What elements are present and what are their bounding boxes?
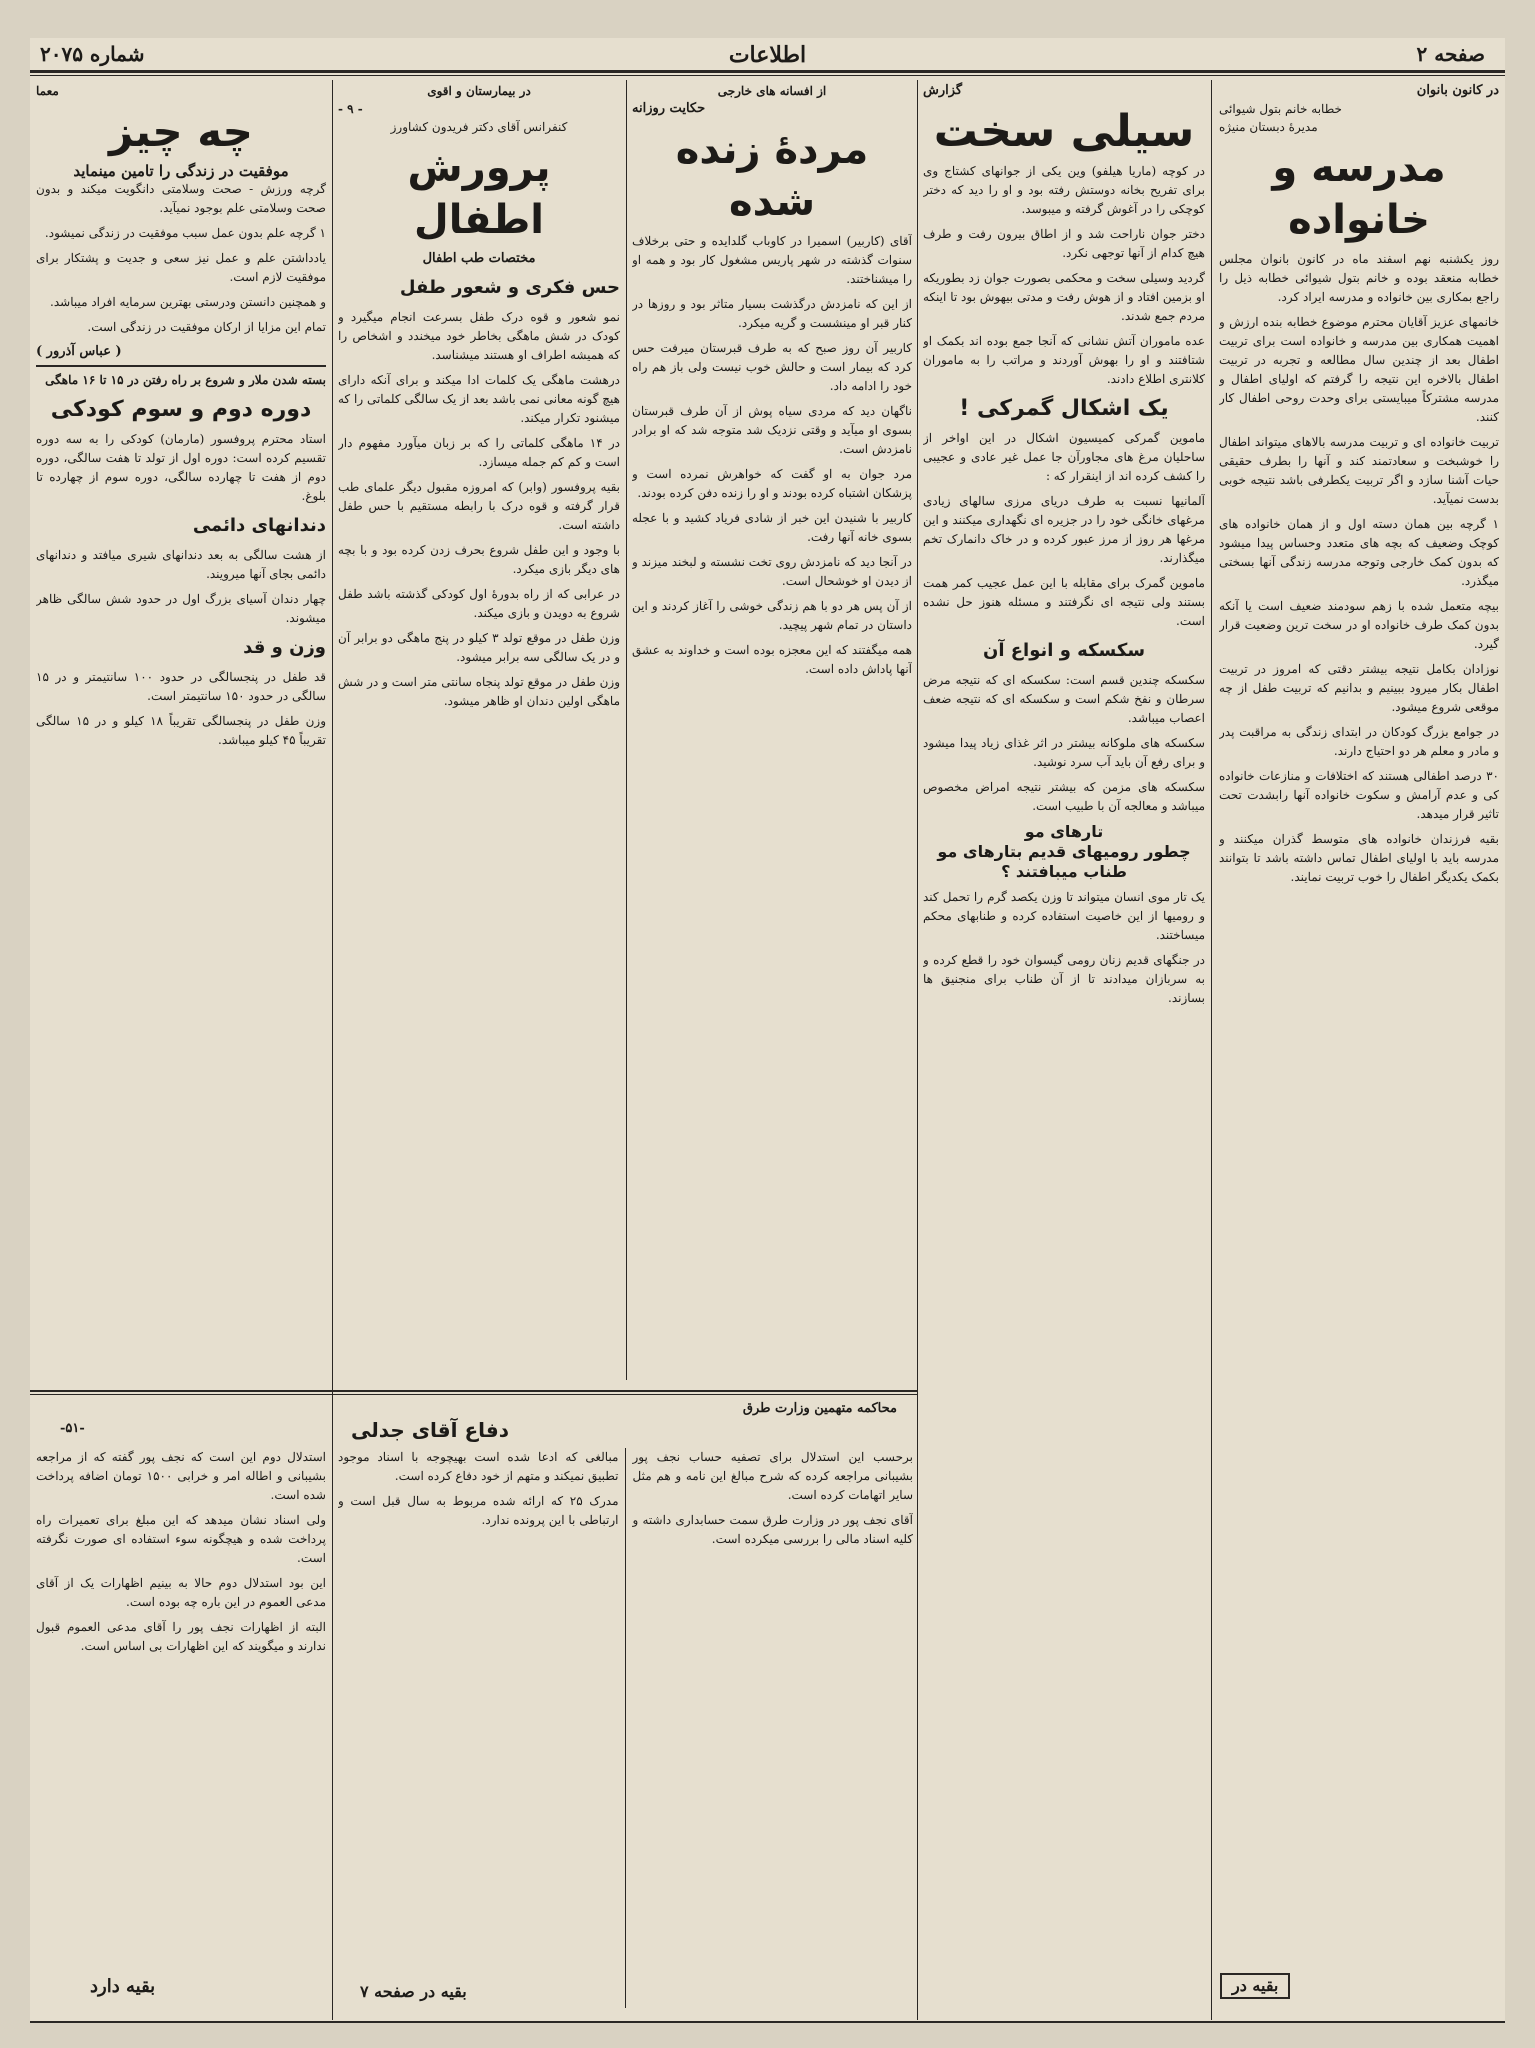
article-title: سیلی سخت bbox=[933, 106, 1195, 157]
article-paragraph: خانمهای عزیز آقایان محترم موضوع خطابه بنده ارزش و اهمیت همکاری بین مدرسه و خانواده است برای تربیت اطفال بعد از چندین سال مطالعه و تجربه در تربیت اطفال بالاخره این نتیجه را گرفتم که اولیای اطفال و مدرسه مشترکاً میبایستی برای وحدت روحی اطفال کار کنند. bbox=[1219, 315, 1499, 424]
article-paragraph: در عرابی که از راه بدورهٔ اول کودکی گذشته باشد طفل شروع به دویدن و بازی میکند. bbox=[338, 587, 620, 620]
article-title: مدرسه و خانواده bbox=[1272, 145, 1446, 243]
continued-label: بقیه در bbox=[1220, 1973, 1290, 1999]
column-hard-slap bbox=[923, 82, 1205, 2017]
article-subtitle: مختصات طب اطفال bbox=[422, 251, 536, 266]
article-paragraph: ناگهان دید که مردی سیاه پوش از آن طرف قبرستان بسوی او میآید و وقتی نزدیک شد متوجه شد که او برادر نامزدش است. bbox=[632, 404, 912, 456]
article-paragraph: عده ماموران آتش نشانی که آنجا جمع بوده اند بکمک او شتافتند و او را بهوش آوردند و مراتب را به ماموران کلانتری اطلاع دادند. bbox=[923, 334, 1205, 386]
footer-rule bbox=[30, 2021, 1505, 2023]
article-paragraph: دختر جوان ناراحت شد و از اطاق بیرون رفت و طرف هیچ کدام از آنها توجهی نکرد. bbox=[923, 227, 1205, 260]
page-number: - ۹ - bbox=[338, 102, 363, 116]
article-paragraph: بقیه پروفسور (وابر) که امروزه مقبول دیگر علمای طب قرار گرفته و قوه درک با رابطه مستقیم با حس طفل داشته است. bbox=[338, 480, 620, 532]
bottom-section-rule bbox=[30, 1390, 917, 1392]
article-title: دفاع آقای جدلی bbox=[351, 1418, 509, 1442]
article-paragraph: کاربیر آن روز صبح که به طرف قبرستان میرفت حس کرد که بیمار است و حالش خوب نیست ولی باز هم راه خود را ادامه داد. bbox=[632, 341, 912, 393]
article-paragraph: مرد جوان به او گفت که خواهرش نمرده است و پزشکان اشتباه کرده بودند و او را زنده دفن کرده بودند. bbox=[632, 467, 912, 500]
article-paragraph: گرچه ورزش - صحت وسلامتی دانگویت میکند و بدون صحت وسلامتی علم بوجود نمیآید. bbox=[36, 182, 326, 215]
page-label: صفحه ۲ bbox=[1416, 42, 1485, 66]
continued-label: بقیه دارد bbox=[90, 1976, 156, 1997]
column-what-thing bbox=[36, 82, 326, 1382]
article-paragraph: درهشت ماهگی یک کلمات ادا میکند و برای آنکه دارای هیچ گونه معانی نمی باشد بعد از یک سالگی کلماتی را که میشنود تکرار میکند. bbox=[338, 373, 620, 425]
article-paragraph: با وجود و این طفل شروع بحرف زدن کرده بود و با بچه های دیگر بازی میکرد. bbox=[338, 543, 620, 576]
article-paragraph: در جنگهای قدیم زنان رومی گیسوان خود را قطع کرده و به سربازان میدادند تا از آن طناب برای منجنیق ها بسازند. bbox=[923, 953, 1205, 1005]
article-paragraph: سکسکه های ملوکانه بیشتر در اثر غذای زیاد پیدا میشود و برای رفع آن باید آب سرد نوشید. bbox=[923, 736, 1205, 769]
article-paragraph: در ۱۴ ماهگی کلماتی را که بر زبان میآورد مفهوم دار است و کم کم جمله میسازد. bbox=[338, 436, 620, 469]
divider bbox=[36, 365, 326, 367]
subheading-teeth: دندانهای دائمی bbox=[192, 515, 326, 536]
article-paragraph: ماموین گمرکی کمیسیون اشکال در این اواخر از ساحلیان مرغ های مجاورآن جا عمل غیر عادی و عجیبی را کشف کرده اند از اینقرار که : bbox=[923, 431, 1205, 483]
column-rule bbox=[626, 80, 627, 1380]
article-paragraph: از این که نامزدش درگذشت بسیار متاثر بود و روزها در کنار قبر او مینشست و گریه میکرد. bbox=[632, 297, 912, 330]
article-paragraph: برحسب این استدلال برای تصفیه حساب نجف پور بشیبانی مراجعه کرده که شرح مبالغ این نامه و هم مثل سایر اتهامات کرده است. bbox=[632, 1450, 913, 1502]
section-label: در کانون بانوان bbox=[1416, 83, 1499, 98]
article-paragraph: ۱ گرچه علم بدون عمل سبب موفقیت در زندگی نمیشود. bbox=[44, 226, 326, 240]
article-paragraph: استاد محترم پروفسور (مارمان) کودکی را به سه دوره تقسیم کرده است: دوره اول از تولد تا هفت سالگی، دوره دوم از هفت تا چهارده سالگی، دوره سوم از چهارده تا بلوغ. bbox=[36, 432, 326, 503]
article-paragraph: تربیت خانواده ای و تربیت مدرسه بالاهای میتواند اطفال را خوشبخت و سعادتمند کند و آنها را بطرف حقیقی حیات آشنا سازد و اگر تربیت یکطرفی باشد نتیجه خوبی بدست نمیآید. bbox=[1219, 435, 1499, 506]
article-paragraph: یادداشتن علم و عمل نیز سعی و جدیت و پشتکار برای موفقیت لازم است. bbox=[36, 251, 326, 284]
article-paragraph: نوزادان بکامل نتیجه بیشتر دقتی که امروز در تربیت اطفال بکار میرود ببینیم و بدانیم که تربیت طفل از چه موقعی شروع میشود. bbox=[1219, 662, 1499, 714]
paper-name: اطلاعات bbox=[728, 42, 807, 68]
column-rule bbox=[332, 1400, 333, 2020]
article-paragraph: آقای (کاربیر) اسمیرا در کاوباب گلدایده و حتی برخلاف سنوات گذشته در شهر پاریس مشغول کار بود و همه او را میشناختند. bbox=[632, 234, 912, 286]
article-paragraph: آلمانیها نسبت به طرف دریای مرزی سالهای زیادی مرغهای خانگی خود را در جزیره ای نگهداری میکنند و این مرغها هر روز از مرز عبور کرده و در خاک دانمارک تخم میگذارند. bbox=[923, 494, 1205, 565]
column-school-family bbox=[1219, 82, 1499, 2017]
column-revived-dead bbox=[632, 82, 912, 1382]
column-rule bbox=[917, 80, 918, 2020]
subheading-hair-rope: تارهای مو چطور رومیهای قدیم بتارهای مو طناب میبافتند ؟ bbox=[937, 822, 1191, 881]
article-paragraph: استدلال دوم این است که نجف پور گفته که از مراجعه بشیبانی و اطاله امر و خرابی ۱۵۰۰ تومان اضافه پرداخت شده است. bbox=[36, 1450, 326, 1502]
article-title: مردهٔ زنده شده bbox=[675, 127, 869, 225]
subheading-weight: وزن و قد bbox=[243, 637, 326, 658]
page-number: -۵۱- bbox=[60, 1421, 85, 1436]
article-paragraph: ۱ گرچه بین همان دسته اول و از همان خانواده های کوچک وضعیف که بچه های متعدد وحساس پیدا میشود که بدون کمک خارجی وتوجه مدرسه زندگی آنها بسختی میگذرد. bbox=[1219, 517, 1499, 588]
bottom-article-header bbox=[30, 1398, 917, 1448]
article-paragraph: بقیه فرزندان خانواده های متوسط گذران میکنند و مدرسه باید با اولیای اطفال تماس داشته باشد تا بتوانند بکمک یکدیگر اطفال را خوب تربیت نمایند. bbox=[1219, 832, 1499, 884]
column-child-rearing bbox=[338, 82, 620, 1382]
article-paragraph: بیچه متعمل شده با زهم سودمند ضعیف است یا آنکه بدون کمک طرف خانواده او در سخت ترین وضعیت قرار گیرد. bbox=[1219, 599, 1499, 651]
article-paragraph: آقای نجف پور در وزارت طرق سمت حسابداری داشته و کلیه اسناد مالی را بررسی میکرده است. bbox=[632, 1513, 913, 1546]
article-byline: خطابه خانم بتول شیوائی مدیرهٔ دبستان منیژه bbox=[1219, 102, 1342, 134]
article-paragraph: کاربیر با شنیدن این خبر از شادی فریاد کشید و با عجله بسوی خانه آنها رفت. bbox=[632, 511, 912, 544]
article-paragraph: در جوامع بزرگ کودکان در ابتدای زندگی به مراقبت پدر و مادر و معلم هر دو احتیاج دارند. bbox=[1219, 725, 1499, 758]
article-kicker: محاکمه متهمین وزارت طرق bbox=[742, 1401, 897, 1416]
article-subtitle: موفقیت در زندگی را تامین مینماید bbox=[73, 162, 289, 180]
newspaper-page bbox=[30, 38, 1505, 2023]
note-text: بسته شدن ملار و شروع بر راه رفتن در ۱۵ تا ۱۶ ماهگی bbox=[45, 373, 326, 387]
article-paragraph: ولی اسناد نشان میدهد که این مبلغ برای تعمیرات راه پرداخت شده و هیچگونه سوء استفاده ای صورت نگرفته است. bbox=[36, 1513, 326, 1565]
article-title: چه چیز bbox=[109, 107, 253, 156]
article-paragraph: و همچنین دانستن ودرستی بهترین سرمایه افراد میباشد. bbox=[50, 295, 326, 309]
article-paragraph: سکسکه چندین قسم است: سکسکه ای که نتیجه مرض سرطان و نفخ شکم است و سکسکه ای که نتیجه ضعف اعصاب میباشد. bbox=[923, 673, 1205, 725]
article-paragraph: روز یکشنبه نهم اسفند ماه در کانون بانوان مجلس خطابه منعقد بوده و خانم بتول شیوائی خطابه ذیل را راجع بمکاری بین خانواده و مدرسه ایراد کرد. bbox=[1219, 252, 1499, 304]
issue-label: شماره ۲۰۷۵ bbox=[40, 42, 145, 66]
article-paragraph: وزن طفل در پنجسالگی تقریباً ۱۸ کیلو و در ۱۵ سالگی تقریباً ۴۵ کیلو میباشد. bbox=[36, 714, 326, 747]
article-author: ( عباس آذرور ) bbox=[36, 344, 122, 359]
continued-label: بقیه در صفحه ۷ bbox=[360, 1982, 467, 2001]
subheading-customs: یک اشکال گمرکی ! bbox=[959, 396, 1169, 421]
article-paragraph: همه میگفتند که این معجزه بوده است و خداوند به عشق آنها پاداش داده است. bbox=[632, 643, 912, 676]
section-heading: حس فکری و شعور طفل bbox=[399, 277, 620, 298]
section-label: از افسانه های خارجی bbox=[717, 84, 827, 98]
section-label: در بیمارستان و اقوی bbox=[427, 84, 531, 98]
article-kicker: گزارش bbox=[923, 83, 963, 98]
article-paragraph: از آن پس هر دو با هم زندگی خوشی را آغاز کردند و این داستان در تمام شهر پیچید. bbox=[632, 599, 912, 632]
article-paragraph: ۳۰ درصد اطفالی هستند که اختلافات و منازعات خانواده کی و عدم آرامش و سکوت خانواده آنها رابشدت تحت تاثیر قرار میدهد. bbox=[1219, 769, 1499, 821]
article-paragraph: این بود استدلال دوم حالا به بینیم اظهارات یک از آقای مدعی العموم در این باره چه بوده است. bbox=[36, 1576, 326, 1609]
bottom-article-body-b bbox=[36, 1448, 326, 1968]
article-title: پرورش اطفال bbox=[407, 145, 551, 243]
article-paragraph: ماموین گمرک برای مقابله با این عمل عجیب کمر همت بستند ولی نتیجه ای نگرفتند و مسئله هنوز حل نشده است. bbox=[923, 576, 1205, 628]
article-paragraph: در آنجا دید که نامزدش روی تخت نشسته و لبخند میزند و از دیدن او خوشحال است. bbox=[632, 555, 912, 588]
subheading-hiccup: سکسکه و انواع آن bbox=[982, 640, 1146, 661]
article-byline: کنفرانس آقای دکتر فریدون کشاورز bbox=[390, 120, 568, 134]
subheading-childhood: دوره دوم و سوم کودکی bbox=[50, 397, 312, 422]
article-paragraph: مدرک ۲۵ که ارائه شده مربوط به سال قبل است و ارتباطی با این پرونده ندارد. bbox=[338, 1494, 619, 1527]
page-header bbox=[30, 38, 1505, 70]
article-paragraph: مبالغی که ادعا شده است بهیچوجه با اسناد موجود تطبیق نمیکند و متهم از خود دفاع کرده است. bbox=[338, 1450, 619, 1483]
article-paragraph: وزن طفل در موقع تولد پنجاه سانتی متر است و در شش ماهگی اولین دندان او ظاهر میشود. bbox=[338, 675, 620, 708]
article-paragraph: یک تار موی انسان میتواند تا وزن یکصد گرم را تحمل کند و رومیها از این خاصیت استفاده کرده و طنابهای محکم میساختند. bbox=[923, 890, 1205, 942]
article-paragraph: گردید وسیلی سخت و محکمی بصورت جوان زد بطوریکه او بزمین افتاد و از هوش رفت و مدتی بیهوش بود تا اینکه مردم جمع شدند. bbox=[923, 271, 1205, 323]
bottom-article-body-a bbox=[338, 1448, 913, 2008]
article-paragraph: از هشت سالگی به بعد دندانهای شیری میافتد و دندانهای دائمی بجای آنها میرویند. bbox=[36, 548, 326, 581]
article-paragraph: سکسکه های مزمن که بیشتر نتیجه امراض مخصوص میباشد و معالجه آن با طبیب است. bbox=[923, 780, 1205, 813]
header-rule bbox=[30, 70, 1505, 73]
section-label: معما bbox=[36, 84, 59, 98]
article-paragraph: تمام این مزایا از ارکان موفقیت در زندگی است. bbox=[87, 320, 326, 334]
article-kicker: حکایت روزانه bbox=[632, 101, 706, 116]
header-rule-thin bbox=[30, 75, 1505, 76]
article-paragraph: چهار دندان آسیای بزرگ اول در حدود شش سالگی ظاهر میشوند. bbox=[36, 592, 326, 625]
article-paragraph: وزن طفل در موقع تولد ۳ کیلو در پنج ماهگی دو برابر آن و در یک سالگی سه برابر میشود. bbox=[338, 631, 620, 664]
article-paragraph: قد طفل در پنجسالگی در حدود ۱۰۰ سانتیمتر و در ۱۵ سالگی در حدود ۱۵۰ سانتیمتر است. bbox=[36, 670, 326, 703]
article-paragraph: نمو شعور و قوه درک طفل بسرعت انجام میگیرد و کودک در شش ماهگی بخاطر خود میخندد و اشخاص را که همیشه اطراف او هستند میشناسد. bbox=[338, 310, 620, 362]
bottom-section-rule-thin bbox=[30, 1394, 917, 1395]
article-paragraph: البته از اظهارات نجف پور را آقای مدعی العموم قبول ندارند و میگویند که این اظهارات بی اساس است. bbox=[36, 1620, 326, 1653]
article-paragraph: در کوچه (ماریا هیلفو) وین یکی از جوانهای کشتاج وی برای تفریح بخانه دوستش رفته بود و او را دید که دختر کوچکی را در آغوش گرفته و میبوسد. bbox=[923, 164, 1205, 216]
column-rule bbox=[1211, 80, 1212, 2020]
